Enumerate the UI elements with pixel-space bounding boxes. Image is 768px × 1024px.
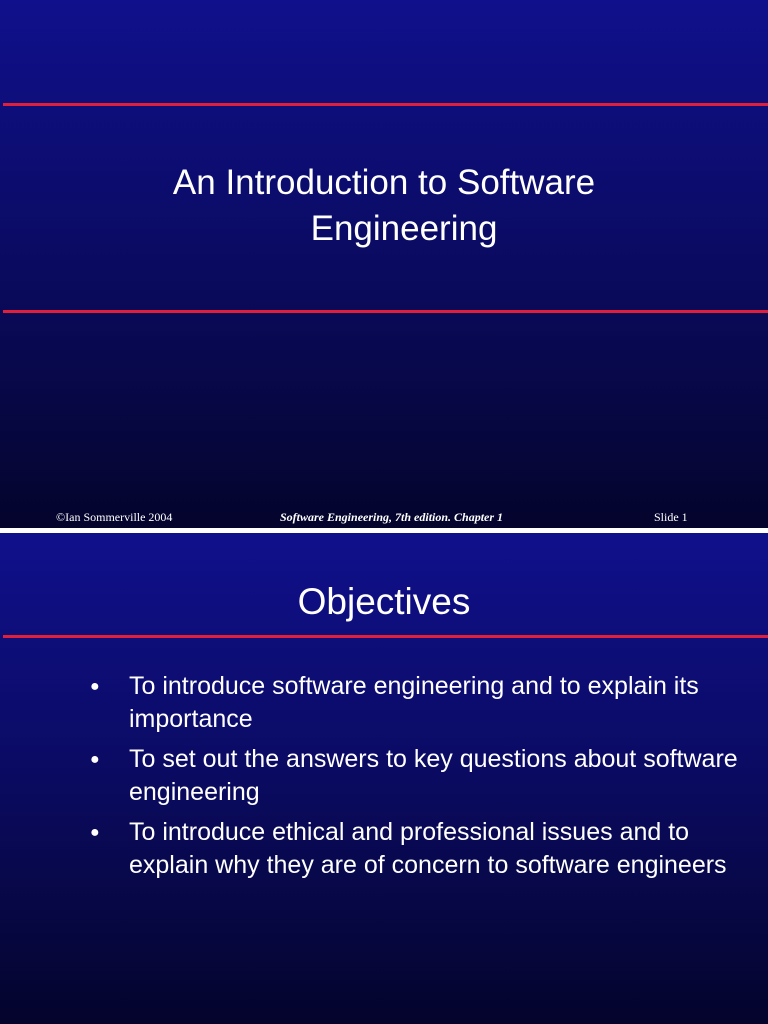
list-item xyxy=(90,816,740,882)
footer-copyright: ©Ian Sommerville 2004 xyxy=(56,510,173,524)
slide-2 xyxy=(0,533,768,1024)
footer-slide-number: Slide 1 xyxy=(654,510,688,524)
list-item xyxy=(90,743,740,809)
objectives-title: Objectives xyxy=(297,581,471,622)
slide-title xyxy=(0,160,768,252)
bottom-divider xyxy=(3,310,768,313)
slide-title-line-1: An Introduction to Software xyxy=(172,163,596,202)
title-divider xyxy=(3,635,768,638)
list-item-text: To introduce software engineering and to explain its importance xyxy=(129,672,699,733)
footer-book-title: Software Engineering, 7th edition. Chapter 1 xyxy=(280,510,504,524)
list-item-text: To set out the answers to key questions about software engineering xyxy=(129,745,738,806)
top-divider xyxy=(3,103,768,106)
list-item-text: To introduce ethical and professional issues and to explain why they are of concern to software engineers xyxy=(129,818,727,879)
bullet-icon: ● xyxy=(90,824,100,841)
bullet-icon: ● xyxy=(90,678,100,695)
list-item xyxy=(90,670,740,736)
objectives-list xyxy=(90,670,740,889)
bullet-icon: ● xyxy=(90,751,100,768)
slide-title-line-2: Engineering xyxy=(310,209,498,248)
